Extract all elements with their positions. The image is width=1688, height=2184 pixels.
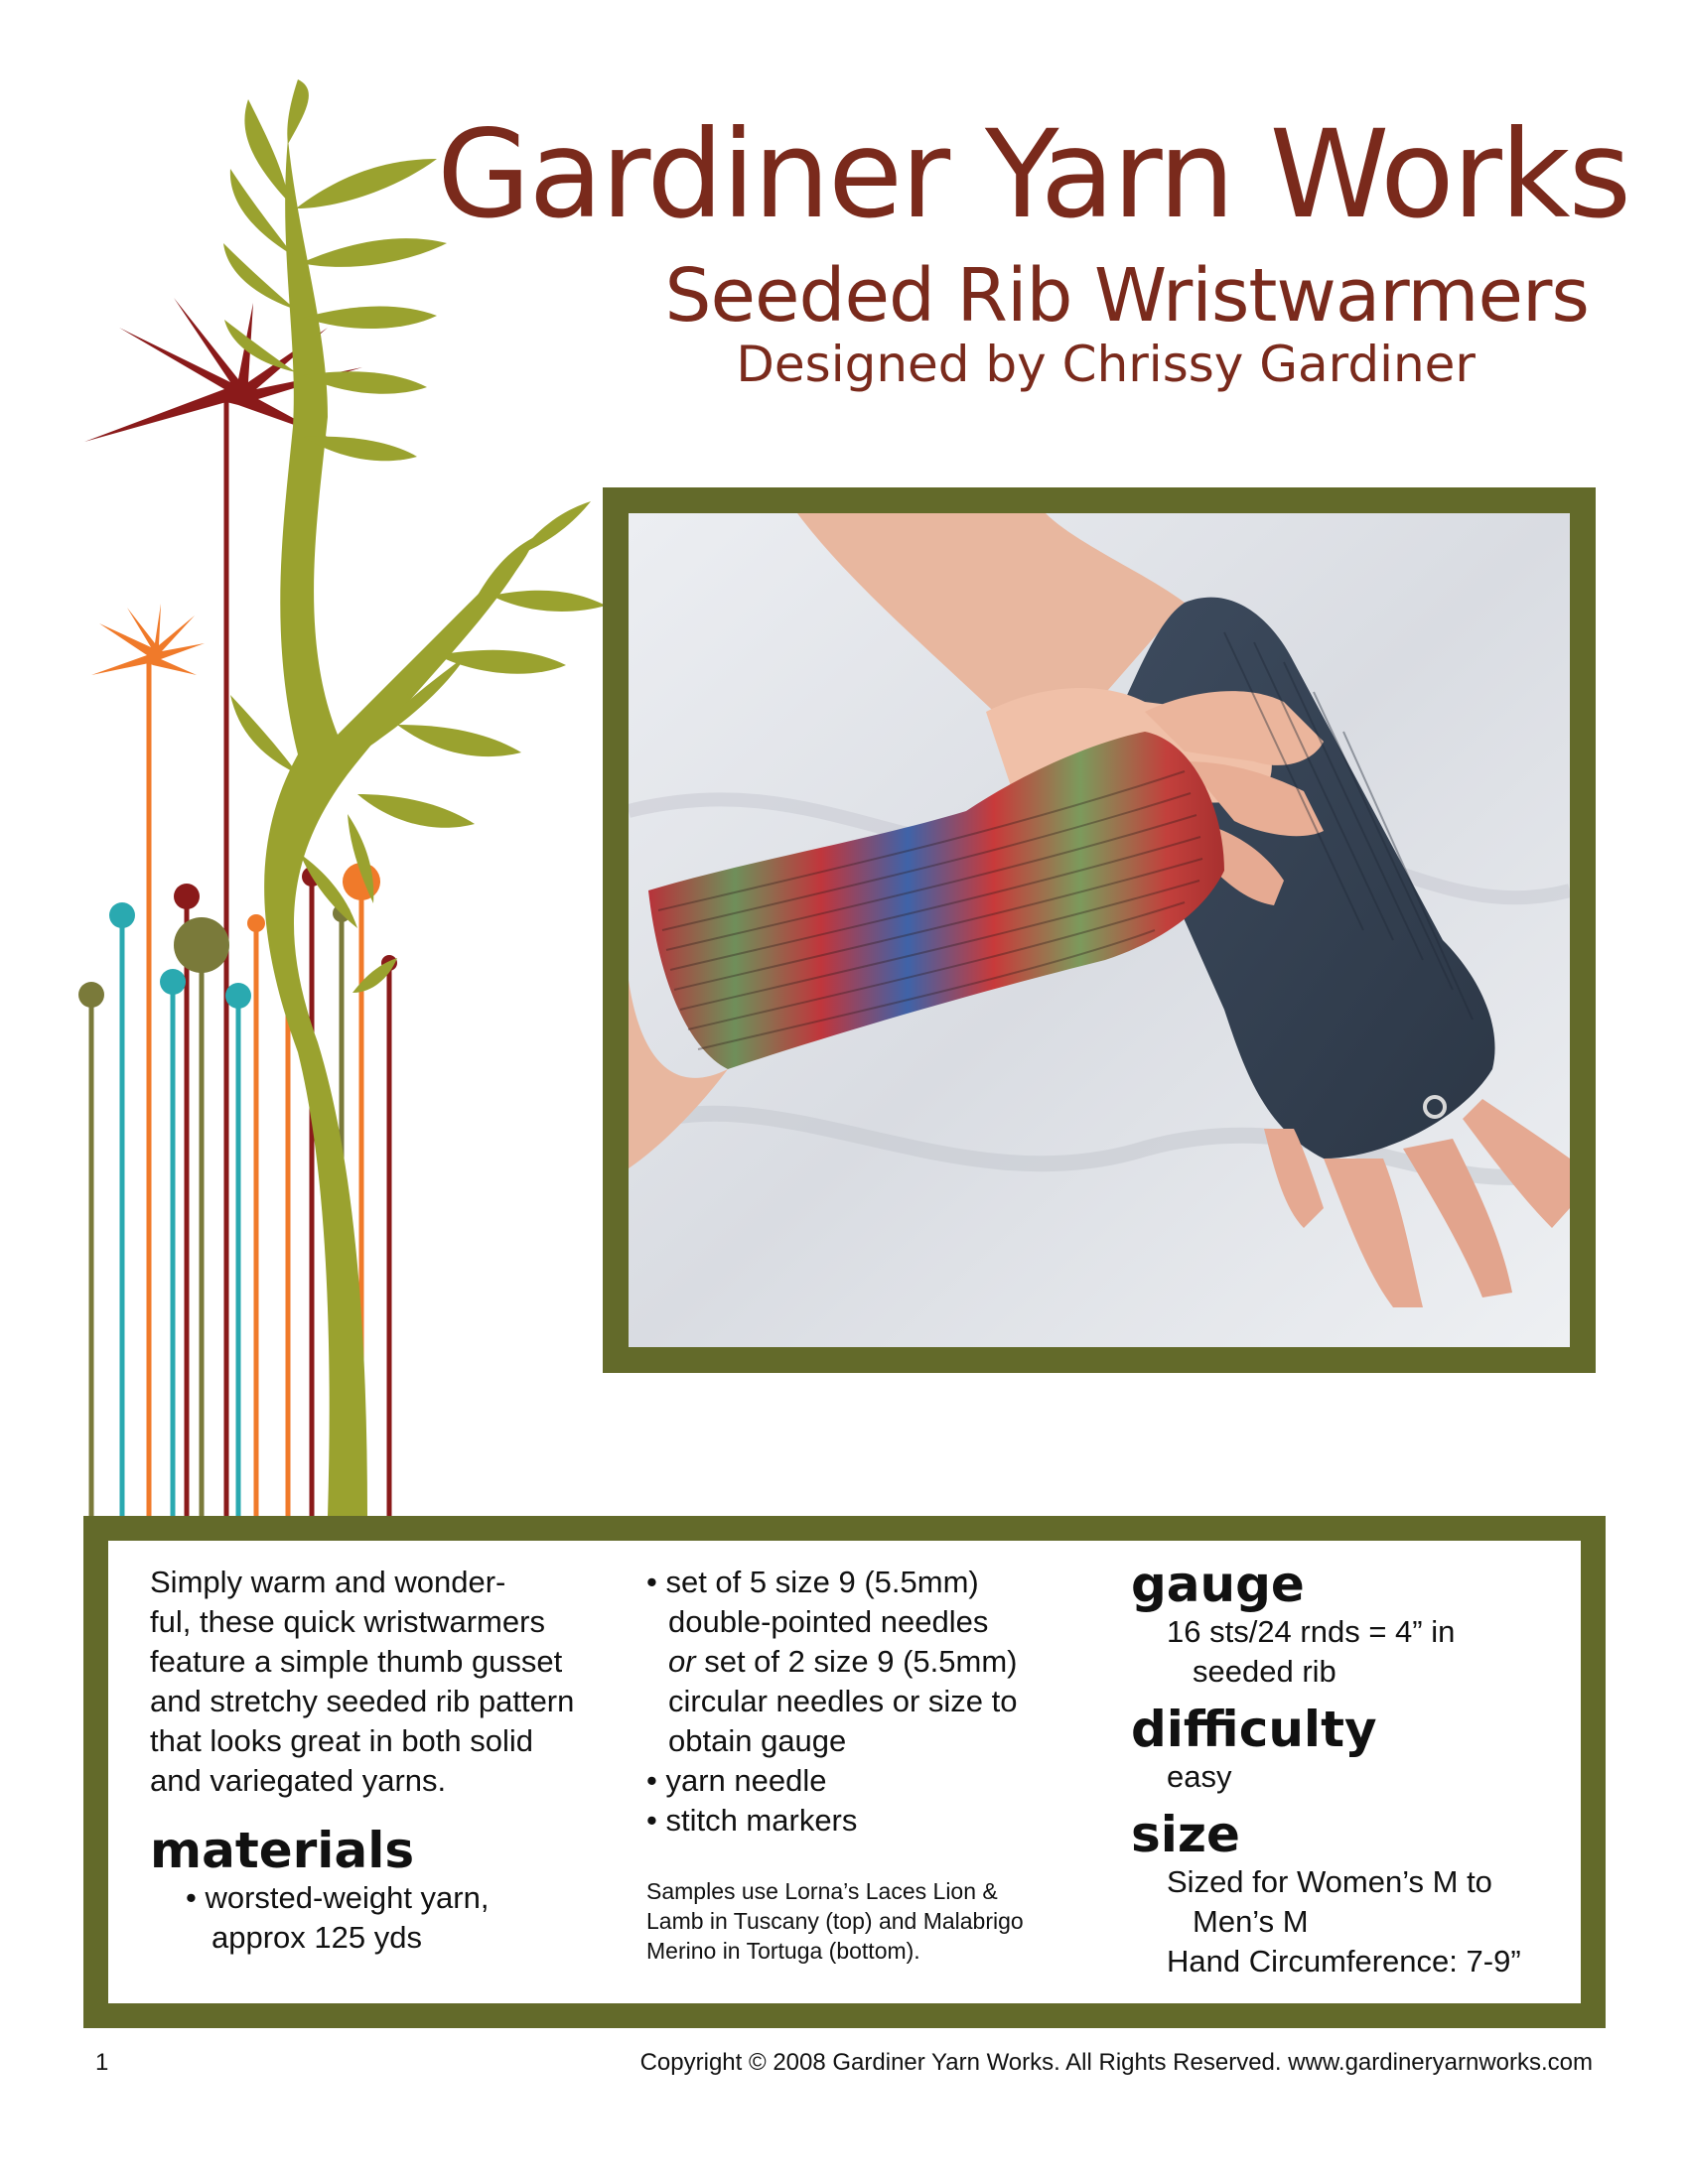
info-panel-inner [108,1541,1581,2003]
intro-text-line: and stretchy seeded rib pattern [150,1684,575,1718]
sample-note-line: Lamb in Tuscany (top) and Malabrigo [646,1908,1024,1934]
notion-item: • stitch markers [646,1803,858,1838]
specs-column [1131,1557,1588,1981]
pattern-title: Seeded Rib Wristwarmers [664,253,1589,339]
or-word: or [668,1644,696,1679]
intro-text-line: Simply warm and wonder- [150,1565,506,1599]
size-line: Hand Circumference: 7-9” [1167,1944,1521,1979]
sample-note-line: Samples use Lorna’s Laces Lion & [646,1878,998,1904]
size-line: Sized for Women’s M to [1167,1864,1492,1899]
difficulty-value: easy [1167,1759,1232,1794]
green-vine [223,79,606,1516]
wristwarmers-photo [629,513,1570,1347]
flower-dots [78,863,397,1009]
difficulty-heading: difficulty [1131,1701,1377,1758]
gauge-heading: gauge [1131,1556,1305,1613]
size-heading: size [1131,1806,1240,1863]
size-line: Men’s M [1193,1904,1309,1939]
needle-line: obtain gauge [668,1723,847,1758]
intro-text-line: and variegated yarns. [150,1763,447,1798]
needle-line: circular needles or size to [668,1684,1018,1718]
copyright-notice: Copyright © 2008 Gardiner Yarn Works. All Rights Reserved. www.gardineryarnworks.com [639,2049,1593,2076]
materials-yarn-line: • worsted-weight yarn, [186,1880,490,1915]
intro-column [150,1563,617,1958]
intro-text-line: ful, these quick wristwarmers [150,1604,545,1639]
page-number: 1 [95,2049,109,2076]
materials-yarn-amount: approx 125 yds [211,1920,422,1955]
materials-heading: materials [150,1822,415,1879]
intro-text-line: that looks great in both solid [150,1723,534,1758]
designer-credit: Designed by Chrissy Gardiner [736,336,1476,393]
photo-frame [603,487,1596,1373]
needle-line: double-pointed needles [668,1604,989,1639]
notion-item: • yarn needle [646,1763,827,1798]
sample-note-line: Merino in Tortuga (bottom). [646,1938,920,1964]
needle-line: • set of 5 size 9 (5.5mm) [646,1565,979,1599]
brand-title: Gardiner Yarn Works [437,104,1630,245]
gauge-line: seeded rib [1193,1654,1336,1689]
intro-text-line: feature a simple thumb gusset [150,1644,563,1679]
gauge-line: 16 sts/24 rnds = 4” in [1167,1614,1456,1649]
info-panel [83,1516,1606,2028]
needle-line-or [646,1642,1113,1682]
needles-column [646,1563,1113,1966]
needle-line: set of 2 size 9 (5.5mm) [704,1644,1018,1679]
